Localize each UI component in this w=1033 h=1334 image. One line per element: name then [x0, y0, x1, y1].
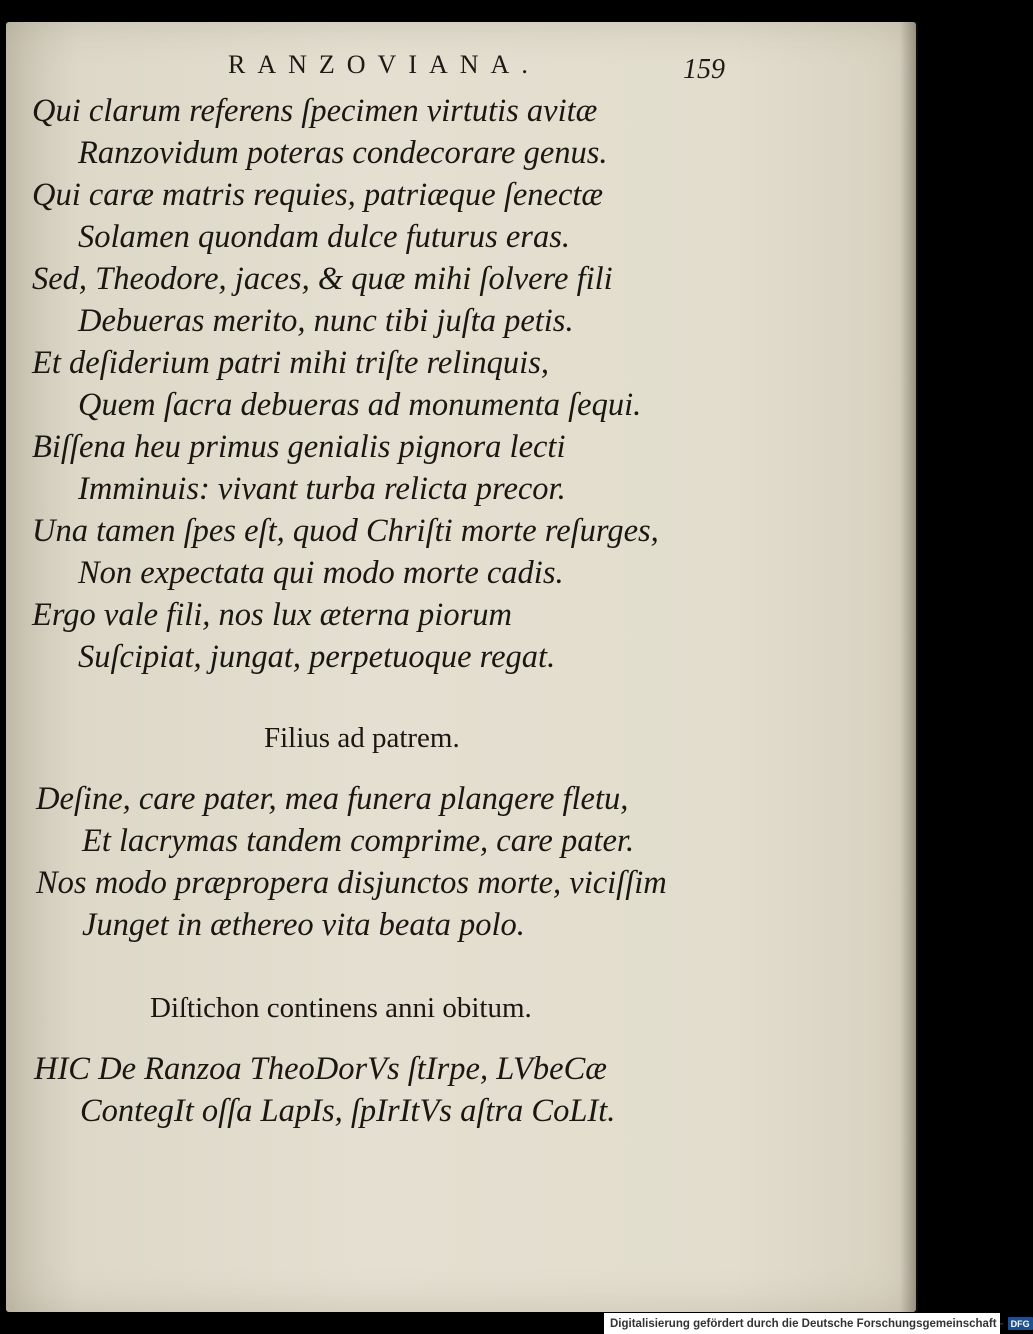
poem-line: Junget in æthereo vita beata polo. [82, 907, 525, 943]
running-head: RANZOVIANA. [228, 50, 540, 79]
poem-line: Qui clarum referens ſpecimen virtutis avitæ [32, 93, 598, 129]
poem-epitaph [32, 90, 732, 678]
distichon-chronogram [34, 1048, 754, 1132]
poem-line: Imminuis: vivant turba relicta precor. [78, 471, 566, 507]
poem-line: Deſine, care pater, mea funera plangere fletu, [36, 781, 629, 817]
poem-line: Et lacrymas tandem comprime, care pater. [82, 823, 635, 859]
poem-line: ContegIt oſſa LapIs, ſpIrItVs aſtra CoLIt. [80, 1093, 616, 1129]
poem-line: Non expectata qui modo morte cadis. [78, 555, 564, 591]
page-number: 159 [683, 54, 725, 85]
poem-line: Et deſiderium patri mihi triſte relinquis, [32, 345, 549, 381]
poem-line: Debueras merito, nunc tibi juſta petis. [78, 303, 574, 339]
poem-line: Ranzovidum poteras condecorare genus. [78, 135, 608, 171]
footer-credit: Digitalisierung gefördert durch die Deutsche Forschungsgemeinschaft - [610, 1317, 1004, 1330]
poem-line: Biſſena heu primus genialis pignora lecti [32, 429, 566, 465]
page-edge-shadow [900, 22, 918, 1312]
section-heading-distichon: Diſtichon continens anni obitum. [150, 992, 532, 1024]
poem-line: Ergo vale fili, nos lux æterna piorum [32, 597, 512, 633]
poem-line: Nos modo præpropera disjunctos morte, viciſſim [36, 865, 667, 901]
digitization-footer [604, 1313, 1030, 1334]
poem-line: Solamen quondam dulce futurus eras. [78, 219, 570, 255]
poem-line: Una tamen ſpes eſt, quod Chriſti morte reſurges, [32, 513, 659, 549]
section-heading-filius: Filius ad patrem. [264, 722, 460, 754]
poem-line: Quem ſacra debueras ad monumenta ſequi. [78, 387, 642, 423]
poem-filius [36, 778, 736, 946]
poem-line: HIC De Ranzoa TheoDorVs ſtIrpe, LVbeCæ [34, 1051, 607, 1087]
poem-line: Suſcipiat, jungat, perpetuoque regat. [78, 639, 556, 675]
page-header [0, 44, 1000, 88]
poem-line: Qui caræ matris requies, patriæque ſenectæ [32, 177, 604, 213]
poem-line: Sed, Theodore, jaces, & quæ mihi ſolvere fili [32, 261, 613, 297]
dfg-logo-icon: DFG [1008, 1317, 1033, 1330]
